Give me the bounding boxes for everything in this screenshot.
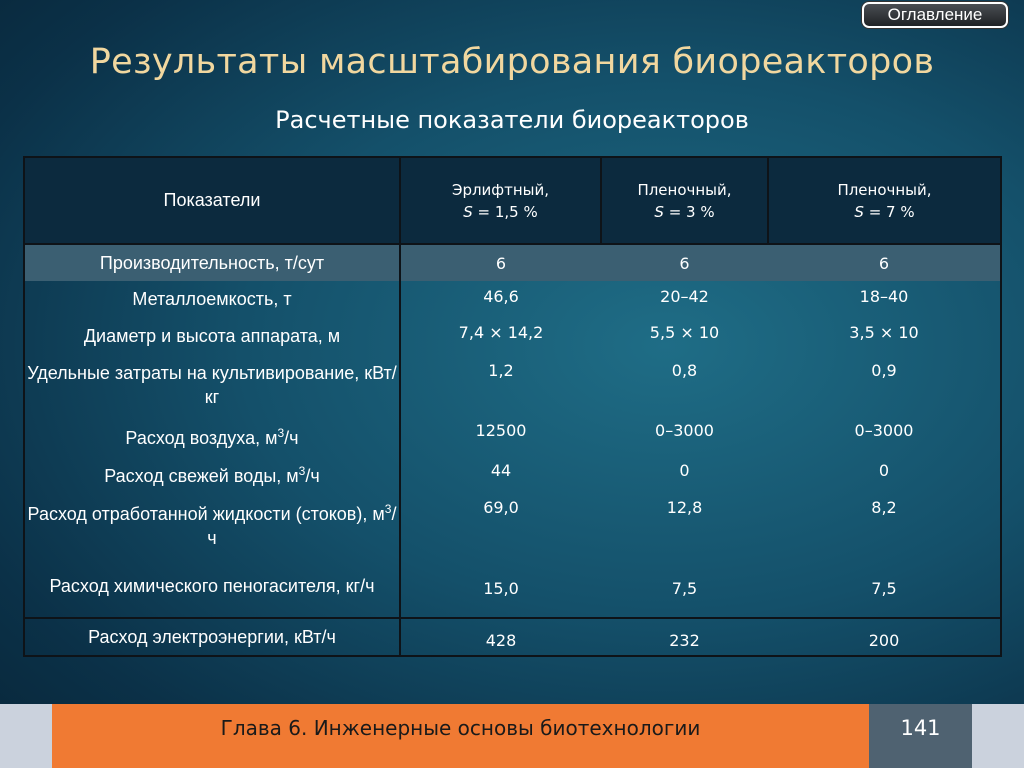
cell-value: 6	[601, 244, 768, 281]
row-label-sup: 3	[298, 464, 306, 478]
table-row	[24, 317, 1001, 355]
cell-value: 6	[400, 244, 601, 281]
cell-value: 0–3000	[768, 415, 1001, 455]
cell-value: 44	[490, 461, 512, 480]
header-film-3	[601, 157, 768, 244]
table-row	[24, 554, 1001, 618]
header-indicators: Показатели	[24, 157, 400, 244]
cell-value: 1,2	[488, 361, 514, 380]
table-row	[24, 281, 1001, 317]
row-label-sup: 3	[277, 425, 285, 440]
header-col1-val: = 1,5 %	[472, 202, 538, 221]
row-label: Производительность, т/сут	[24, 244, 400, 281]
table-row	[24, 492, 1001, 554]
row-label-unit: /ч	[284, 427, 299, 448]
table-row	[24, 355, 1001, 415]
table-row	[24, 244, 1001, 281]
cell-value: 12500	[475, 421, 527, 440]
cell-value: 5,5 × 10	[649, 323, 720, 342]
header-airlift	[400, 157, 601, 244]
row-label-text: Расход воздуха, м	[125, 427, 278, 448]
table-row	[24, 415, 1001, 455]
cell-value: 7,5	[671, 579, 698, 598]
footer-chapter: Глава 6. Инженерные основы биотехнологии	[52, 704, 869, 768]
header-col3-name: Пленочный,	[837, 180, 932, 199]
table-row	[24, 455, 1001, 492]
row-label	[24, 415, 400, 455]
cell-value: 15,0	[483, 579, 519, 598]
slide-title: Результаты масштабирования биореакторов	[89, 42, 935, 82]
header-col1-var: S	[463, 202, 473, 221]
header-col1-name: Эрлифтный,	[451, 180, 550, 199]
row-label: Диаметр и высота аппарата, м	[24, 317, 400, 355]
toc-button[interactable]: Оглавление	[862, 2, 1008, 28]
row-label-text: Расход отработанной жидкости (стоков), м	[27, 503, 385, 524]
table-header-row	[24, 157, 1001, 244]
row-label: Расход химического пеногасителя, кг/ч	[24, 554, 400, 618]
cell-value: 7,5	[768, 554, 1001, 618]
cell-value: 7,4 × 14,2	[458, 323, 544, 342]
cell-value: 0,8	[671, 361, 698, 380]
cell-value: 18–40	[768, 281, 1001, 317]
row-label	[24, 492, 400, 554]
page-number: 141	[869, 704, 972, 768]
cell-value: 232	[601, 618, 768, 656]
header-col3-var: S	[854, 202, 864, 221]
header-col2-var: S	[654, 202, 664, 221]
row-label-unit: /ч	[305, 466, 320, 486]
footer-right-block	[972, 704, 1024, 768]
bioreactor-table	[23, 156, 1002, 657]
cell-value: 0,9	[768, 355, 1001, 415]
row-label-unit: /ч	[207, 503, 397, 548]
row-label: Удельные затраты на культивирование, кВт/кг	[24, 355, 400, 415]
row-label-text: Расход свежей воды, м	[104, 466, 299, 486]
cell-value: 428	[400, 618, 601, 656]
cell-value: 69,0	[483, 498, 519, 517]
row-label-sup: 3	[384, 501, 392, 516]
cell-value: 0–3000	[655, 421, 714, 440]
cell-value: 8,2	[768, 492, 1001, 554]
row-label: Расход электроэнергии, кВт/ч	[24, 618, 400, 656]
header-col2-val: = 3 %	[663, 202, 715, 221]
cell-value: 12,8	[666, 498, 703, 517]
header-col3-val: = 7 %	[863, 202, 915, 221]
cell-value: 200	[768, 618, 1001, 656]
cell-value: 0	[768, 455, 1001, 492]
cell-value: 0	[679, 461, 690, 480]
header-film-7	[768, 157, 1001, 244]
table-row	[24, 618, 1001, 656]
row-label: Металлоемкость, т	[24, 281, 400, 317]
footer-left-block	[0, 704, 52, 768]
cell-value: 46,6	[483, 287, 519, 306]
slide-subtitle: Расчетные показатели биореакторов	[275, 106, 749, 134]
cell-value: 6	[768, 244, 1001, 281]
cell-value: 20–42	[660, 287, 709, 306]
cell-value: 3,5 × 10	[768, 317, 1001, 355]
row-label	[24, 455, 400, 492]
header-col2-name: Пленочный,	[637, 180, 732, 199]
